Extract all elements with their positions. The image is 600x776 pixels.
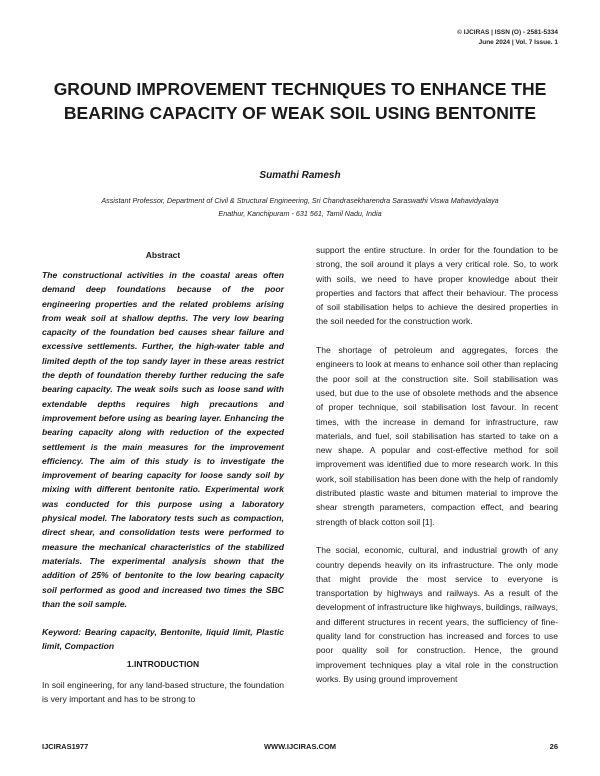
page-footer — [42, 742, 558, 754]
keywords: Keyword: Bearing capacity, Bentonite, liquid limit, Plastic limit, Compaction — [42, 627, 284, 652]
paragraph-2: The shortage of petroleum and aggregates, forces the engineers to look at means to enhance soil other than replacing the poor soil at the construction site. Soil stabilisation was used, but due to the use of obsolete methods and the absence of proper technique, soil stabilisation lost favour. In recent times, with the increase in demand for infrastructure, raw materials, and fuel, soil stabilisation has started to take on a new shape. A popular and cost-effective method for soil improvement was identified due to more research work. In this work, soil stabilisation has been done with the help of randomly distributed plastic waste and bitumen material to improve the shear strength parameters, compaction effect, and bearing strength of black cotton soil [1]. — [316, 345, 558, 527]
affiliation-line-2: Enathur, Kanchipuram - 631 561, Tamil Nadu, India — [218, 209, 382, 218]
paper-title: GROUND IMPROVEMENT TECHNIQUES TO ENHANCE THE BEARING CAPACITY OF WEAK SOIL USING BENTONITE — [53, 79, 547, 123]
footer-website-link[interactable]: WWW.IJCIRAS.COM — [263, 742, 337, 751]
introduction-heading: 1.INTRODUCTION — [126, 659, 200, 669]
journal-issn: © IJCIRAS | ISSN (O) - 2581-5334 — [457, 29, 558, 36]
footer-paper-id: IJCIRAS1977 — [42, 742, 89, 751]
abstract-heading: Abstract — [145, 250, 181, 260]
journal-header — [457, 28, 558, 48]
paragraph-3: The social, economic, cultural, and industrial growth of any country depends heavily on its infrastructure. The only mode that might provide the most service to everyone is transportation by highways and railways. As a result of the development of infrastructure like highways, buildings, railways, and different structures in recent years, the sufficiency of fine-quality land for construction has increased and forces to use poor quality soil for construction. Hence, the ground improvement techniques play a vital role in the construction works. By using ground improvement — [316, 545, 558, 684]
author-name: Sumathi Ramesh — [259, 170, 341, 181]
paragraph-1: support the entire structure. In order for the foundation to be strong, the soil around it plays a very critical role. So, to work with soils, we need to have proper knowledge about their properties and factors that affect their behaviour. The process of soil stabilisation helps to achieve the desired properties in the soil needed for the construction work. — [316, 245, 558, 327]
author-affiliation — [40, 194, 560, 220]
journal-issue: June 2024 | Vol. 7 Issue. 1 — [478, 39, 558, 46]
abstract-body: The constructional activities in the coastal areas often demand deep foundations because of the poor engineering properties and the related problems arising from weak soil at shallow depths. The very low bearing capacity of the foundation bed causes shear failure and excessive settlements. Further, the high-water table and limited depth of the top sandy layer in these areas restrict the depth of foundation thereby further reducing the safe bearing capacity. The weak soils such as loose sand with extendable depths requires high precautions and improvement before using as bearing layer. Enhancing the bearing capacity along with reduction of the expected settlement is the main measures for the improvement efficiency. The aim of this study is to investigate the improvement of bearing capacity for loose sandy soil by mixing with different bentonite ratio. Experimental work was conducted for this purpose using a laboratory physical model. The laboratory tests such as compaction, direct shear, and consolidation tests were performed to measure the mechanical characteristics of the stabilized materials. The experimental analysis shown that the addition of 25% of bentonite to the low bearing capacity soil performed as good and increased two times the SBC than the soil sample. — [42, 270, 284, 609]
page-number: 26 — [549, 742, 558, 751]
right-column — [316, 243, 558, 701]
introduction-text-left: In soil engineering, for any land-based structure, the foundation is very important and has to be strong to — [42, 680, 284, 705]
affiliation-line-1: Assistant Professor, Department of Civil & Structural Engineering, Sri Chandrasekharendra Saraswathi Viswa Mahavidyalaya — [101, 196, 499, 205]
